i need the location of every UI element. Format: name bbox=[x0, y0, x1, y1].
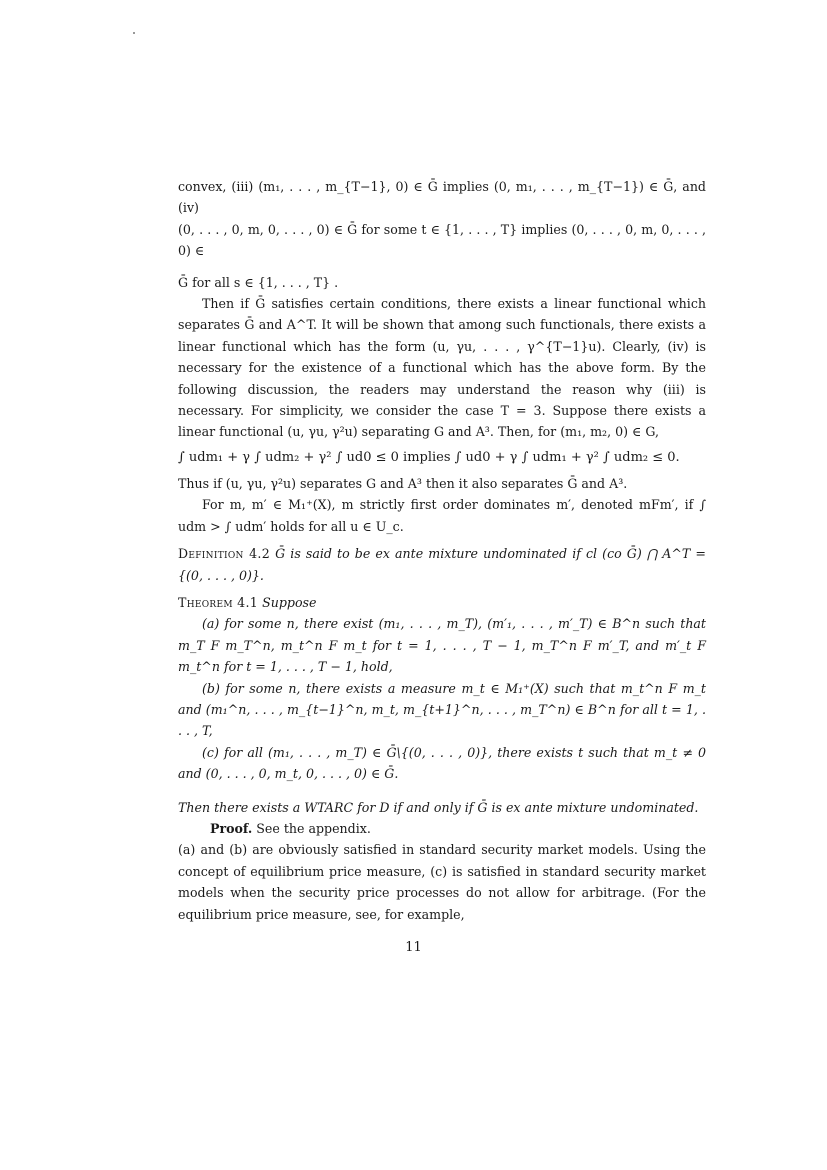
theorem-condition-a: (a) for some n, there exist (m₁, . . . , m_T), (m′₁, . . . , m′_T) ∈ B^n such that m_T F m_T^n, m_t^n F m_t for t = 1, . . . , T − 1, m_T^n F m′_T, and m′_t F m_t^n for t = 1, . . . , T − 1, hold, bbox=[178, 616, 706, 675]
theorem-condition-b: (b) for some n, there exists a measure m_t ∈ M₁⁺(X) such that m_t^n F m_t and (m₁^n, . . . , m_{t−1}^n, m_t, m_{t+1}^n, . . . , m_T^n) ∈ B^n for all t = 1, . . . , T, bbox=[178, 680, 706, 739]
proof-text: See the appendix. bbox=[256, 820, 371, 836]
scan-speck bbox=[133, 32, 135, 34]
theorem-conclusion: Then there exists a WTARC for D if and only if Ḡ is ex ante mixture undominated. bbox=[178, 799, 699, 815]
proof-label: Proof. bbox=[210, 820, 253, 836]
theorem-heading bbox=[178, 592, 706, 613]
definition-label: Definition 4.2 bbox=[178, 546, 271, 562]
proof bbox=[178, 818, 706, 839]
theorem-suppose: Suppose bbox=[262, 594, 317, 610]
definition-text: Ḡ is said to be ex ante mixture undominated if cl (co Ḡ) ⋂ A^T = {(0, . . . , 0)}. bbox=[178, 546, 706, 583]
definition bbox=[178, 543, 706, 586]
paragraph: Then if Ḡ satisfies certain conditions, there exists a linear functional which separates Ḡ and A^T. It will be shown that among such functionals, there exists a linear functional which has the form (u, γu, . . . , γ^{T−1}u). Clearly, (iv) is necessary for the existence of a functional which has the above form. By the following discussion, the readers may understand the reason why (iii) is necessary. For simplicity, we consider the case T = 3. Suppose there exists a linear functional (u, γu, γ²u) separating G and A³. Then, for (m₁, m₂, 0) ∈ G, bbox=[178, 296, 706, 440]
paragraph-line: convex, (iii) (m₁, . . . , m_{T−1}, 0) ∈ Ḡ implies (0, m₁, . . . , m_{T−1}) ∈ Ḡ, and (iv) bbox=[178, 179, 706, 216]
page-number: 11 bbox=[405, 940, 422, 955]
display-equation: ∫ udm₁ + γ ∫ udm₂ + γ² ∫ ud0 ≤ 0 implies ∫ ud0 + γ ∫ udm₁ + γ² ∫ udm₂ ≤ 0. bbox=[178, 449, 680, 465]
paragraph: (a) and (b) are obviously satisfied in standard security market models. Using the concept of equilibrium price measure, (c) is satisfied in standard security market models when the security price processes do not allow for arbitrage. (For the equilibrium price measure, see, for example, bbox=[178, 842, 706, 922]
paragraph: For m, m′ ∈ M₁⁺(X), m strictly first order dominates m′, denoted mFm′, if ∫ udm > ∫ udm′ holds for all u ∈ U_c. bbox=[178, 497, 706, 534]
theorem-condition-c: (c) for all (m₁, . . . , m_T) ∈ Ḡ\{(0, . . . , 0)}, there exists t such that m_t ≠ 0 and (0, . . . , 0, m_t, 0, . . . , 0) ∈ Ḡ. bbox=[178, 744, 706, 782]
page-body bbox=[178, 176, 706, 925]
paragraph: Thus if (u, γu, γ²u) separates G and A³ then it also separates Ḡ and A³. bbox=[178, 475, 628, 491]
theorem-label: Theorem 4.1 bbox=[178, 594, 259, 610]
paragraph-line: Ḡ for all s ∈ {1, . . . , T} . bbox=[178, 274, 339, 290]
paragraph-line: (0, . . . , 0, m, 0, . . . , 0) ∈ Ḡ for some t ∈ {1, . . . , T} implies (0, . . . , 0, m, 0, . . . , 0) ∈ bbox=[178, 221, 706, 259]
